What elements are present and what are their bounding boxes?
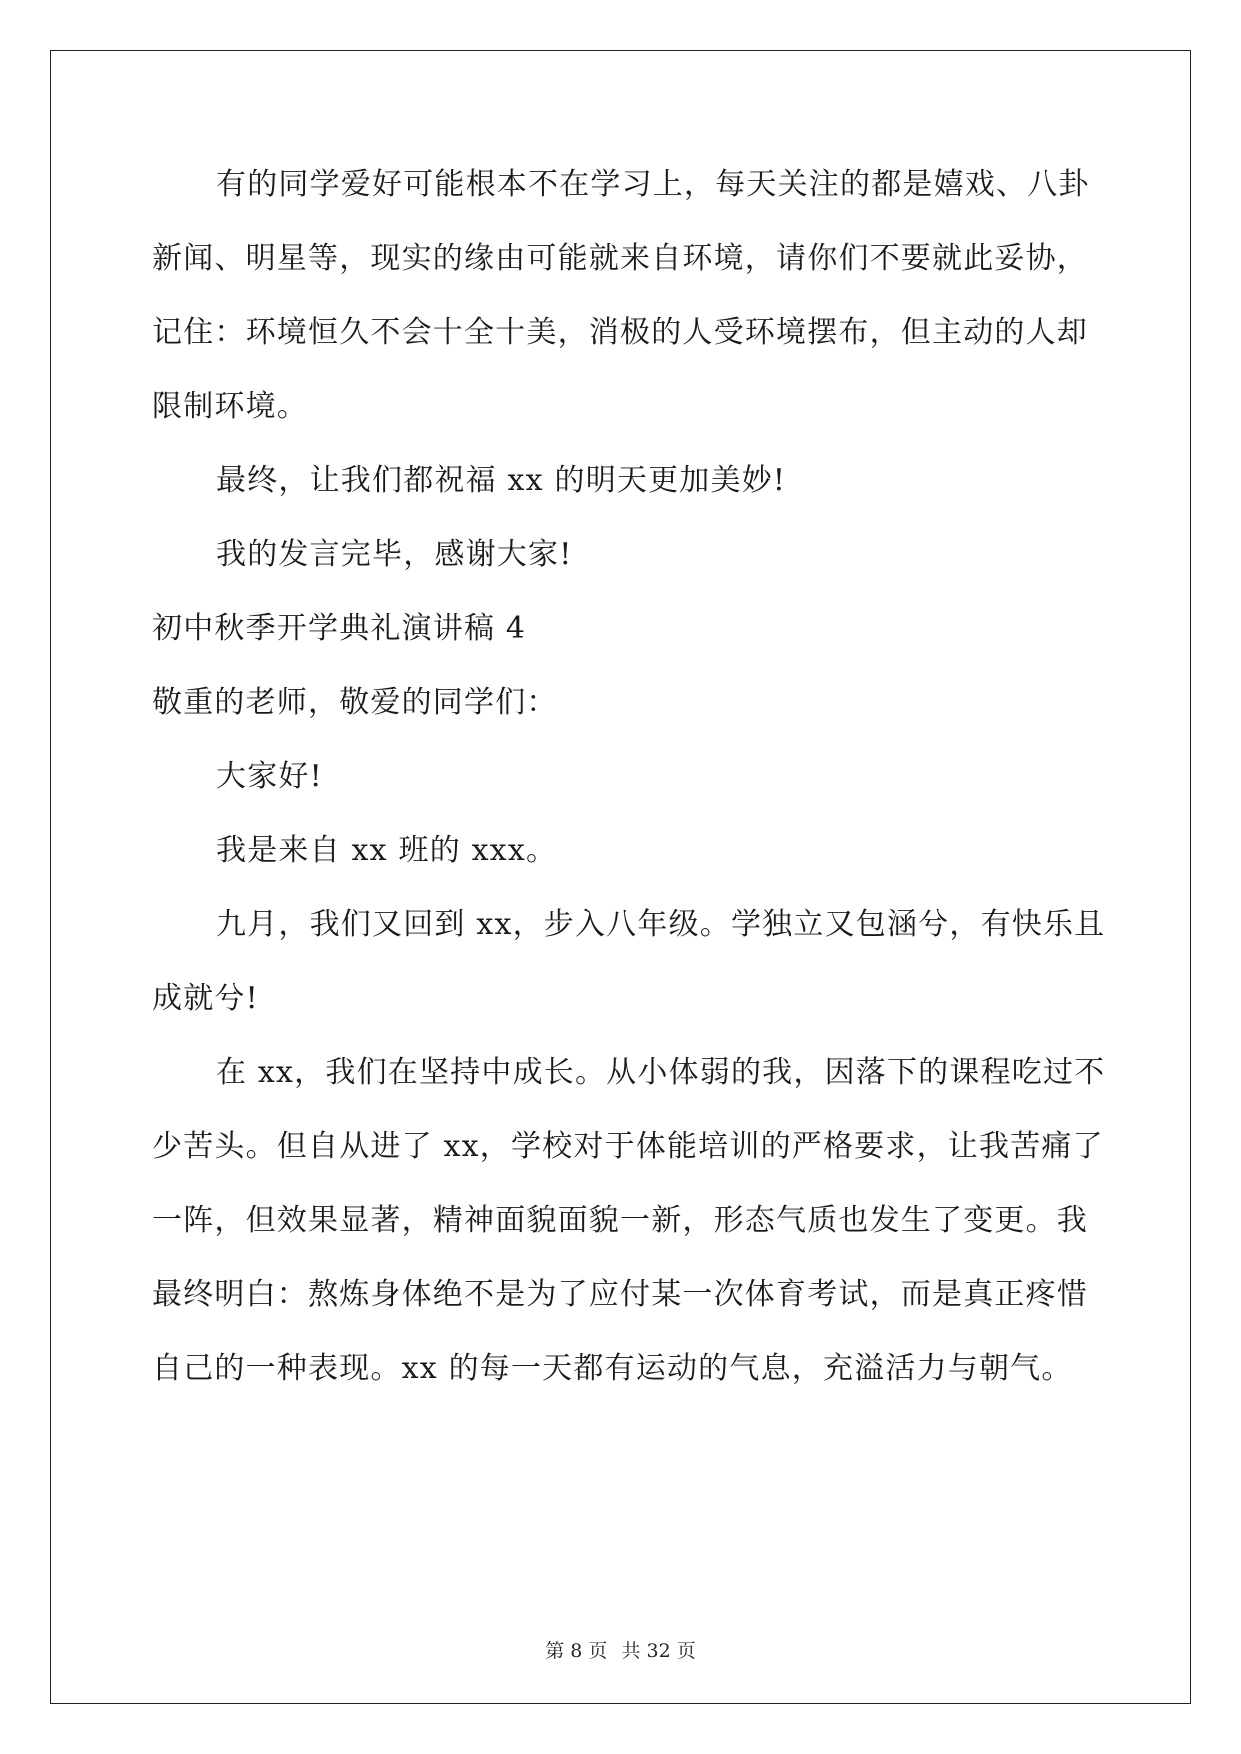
page-total: 共 32 页 — [621, 1640, 696, 1662]
page-footer — [0, 1636, 1241, 1663]
text-line: 最终明白：熬炼身体绝不是为了应付某一次体育考试，而是真正疼惜 — [152, 1277, 1088, 1312]
page-number: 第 8 页 — [545, 1640, 608, 1662]
text-line: 一阵，但效果显著，精神面貌面貌一新，形态气质也发生了变更。我 — [152, 1203, 1088, 1238]
page-border — [50, 50, 1191, 1704]
text-line: 最终，让我们都祝福 xx 的明天更加美妙! — [216, 463, 787, 498]
text-line: 我的发言完毕，感谢大家! — [216, 537, 573, 572]
text-line: 有的同学爱好可能根本不在学习上，每天关注的都是嬉戏、八卦 — [216, 167, 1090, 202]
section-heading: 初中秋季开学典礼演讲稿 4 — [152, 611, 527, 646]
salutation: 敬重的老师，敬爱的同学们： — [152, 685, 558, 720]
text-line: 少苦头。但自从进了 xx，学校对于体能培训的严格要求，让我苦痛了 — [152, 1129, 1104, 1164]
text-line: 记住：环境恒久不会十全十美，消极的人受环境摆布，但主动的人却 — [152, 315, 1088, 350]
text-line: 在 xx，我们在坚持中成长。从小体弱的我，因落下的课程吃过不 — [216, 1055, 1106, 1090]
text-line: 限制环境。 — [152, 389, 308, 424]
text-line: 九月，我们又回到 xx，步入八年级。学独立又包涵兮，有快乐且 — [216, 907, 1106, 942]
text-line: 大家好! — [216, 759, 323, 794]
text-line: 新闻、明星等，现实的缘由可能就来自环境，请你们不要就此妥协， — [152, 241, 1088, 276]
text-line: 我是来自 xx 班的 xxx。 — [216, 833, 558, 868]
text-line: 成就兮! — [152, 981, 259, 1016]
text-line: 自己的一种表现。xx 的每一天都有运动的气息，充溢活力与朝气。 — [152, 1351, 1073, 1386]
